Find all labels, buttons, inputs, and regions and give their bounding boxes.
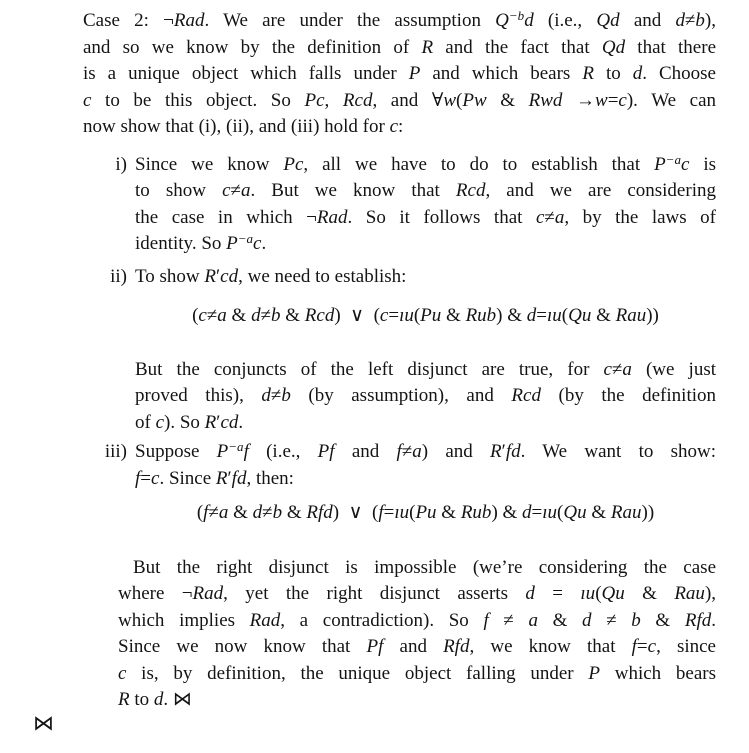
math-text: Rcd: [511, 385, 541, 406]
plain-text: ≠: [270, 385, 282, 406]
closing-paragraph: [118, 555, 716, 714]
proof-item-ii: [83, 264, 716, 437]
plain-text: &: [537, 609, 583, 631]
plain-text: ,: [324, 89, 343, 111]
plain-text: ′: [216, 411, 221, 433]
display-formula: [135, 303, 716, 330]
plain-text: now show that (i), (ii), and (iii) hold for: [83, 116, 390, 137]
math-text: Qd: [601, 36, 626, 58]
math-text: cd: [220, 265, 239, 287]
math-text: Pw: [462, 89, 487, 111]
text-line: [135, 205, 716, 232]
math-text: f: [631, 636, 637, 657]
math-text: c: [118, 662, 127, 684]
math-text: a: [412, 441, 422, 462]
plain-text: &: [280, 305, 305, 326]
text-line: [135, 466, 716, 493]
plain-text: ≠: [208, 502, 219, 523]
intro-paragraph: [83, 8, 716, 141]
math-text: P: [654, 153, 666, 175]
plain-text: &: [591, 305, 616, 326]
math-text: P: [226, 233, 238, 254]
plain-text: , then:: [246, 467, 294, 489]
plain-text: the case in which ¬: [135, 206, 317, 228]
plain-text: To show: [135, 265, 205, 287]
math-text: c: [253, 233, 262, 254]
plain-text: to show: [135, 180, 223, 201]
plain-text: )): [646, 305, 659, 326]
math-text: ıu: [394, 502, 410, 523]
math-text: R: [490, 441, 502, 462]
plain-text: =: [383, 502, 395, 523]
plain-text: ),: [704, 583, 716, 604]
math-text: c: [379, 305, 389, 326]
plain-text: and: [334, 441, 397, 462]
item-body: [135, 264, 716, 437]
text-line: [83, 88, 716, 115]
plain-text: But the right disjunct is impossible (we’re considering the case: [133, 556, 716, 578]
plain-text: =: [534, 583, 581, 604]
plain-text: . So it follows that: [347, 206, 536, 228]
plain-text: (by assumption), and: [290, 385, 512, 406]
plain-text: proved this),: [135, 385, 262, 406]
plain-text: ≠: [401, 441, 413, 462]
plain-text: . We are under the assumption: [204, 10, 496, 31]
plain-text: ≠: [230, 180, 241, 201]
plain-text: ≠: [684, 10, 696, 31]
plain-text: ) &: [491, 502, 523, 523]
math-text: fd: [505, 441, 521, 462]
text-line: [118, 661, 716, 688]
plain-text: &: [436, 502, 461, 523]
plain-text: . We want to show:: [520, 441, 716, 462]
plain-text: .: [711, 609, 716, 631]
math-text: Qd: [596, 10, 620, 31]
math-text: fd: [231, 467, 247, 489]
math-text: Rad: [173, 10, 205, 31]
superscript-text: −a: [665, 151, 681, 167]
plain-text: (: [456, 89, 463, 111]
math-text: Rcd: [304, 305, 335, 326]
plain-text: ). So: [164, 411, 205, 433]
math-text: Rad: [316, 206, 348, 228]
math-text: a: [528, 609, 538, 631]
math-text: Rub: [460, 502, 492, 523]
plain-text: &: [441, 305, 466, 326]
plain-text: .: [238, 411, 244, 433]
math-text: f: [203, 502, 209, 523]
plain-text: is, by definition, the unique object falling under: [126, 662, 589, 684]
plain-text: (: [557, 502, 564, 523]
plain-text: &: [640, 609, 685, 631]
text-line: [83, 114, 716, 141]
superscript-text: −b: [508, 8, 525, 23]
math-text: ıu: [580, 583, 596, 604]
math-text: f: [243, 441, 249, 462]
math-text: R: [204, 265, 217, 287]
plain-text: ≠: [591, 609, 632, 631]
plain-text: ≠: [206, 305, 218, 326]
plain-text: =: [536, 305, 547, 326]
plain-text: &: [586, 502, 611, 523]
math-text: c: [603, 358, 612, 380]
plain-text: . Since: [159, 467, 216, 489]
math-text: R: [582, 63, 594, 84]
text-line: [135, 178, 716, 205]
text-line: [135, 264, 716, 291]
math-text: f: [135, 467, 141, 489]
plain-text: (i.e.,: [533, 10, 597, 31]
math-text: Rcd: [455, 180, 486, 201]
proof-item-i: [83, 152, 716, 258]
plain-text: )): [641, 502, 655, 523]
text-line: [135, 152, 716, 179]
plain-text: ≠: [544, 206, 555, 228]
math-text: cd: [220, 411, 239, 433]
math-text: c: [680, 153, 690, 175]
plain-text: =: [531, 502, 543, 523]
plain-text: where ¬: [118, 583, 193, 604]
plain-text: and: [619, 10, 676, 31]
math-text: Rwd: [528, 89, 563, 111]
math-text: d: [522, 502, 532, 523]
plain-text: is a unique object which falls under: [83, 63, 409, 84]
math-text: w: [443, 89, 457, 111]
math-text: Rfd: [306, 502, 333, 523]
plain-text: =: [607, 89, 619, 111]
plain-text: :: [398, 116, 404, 137]
text-line: [118, 555, 716, 582]
math-text: Pc: [304, 89, 325, 111]
math-text: a: [217, 305, 227, 326]
math-text: Rau: [610, 502, 642, 523]
math-text: Qu: [568, 305, 592, 326]
text-line: [118, 608, 716, 635]
math-text: f: [483, 609, 489, 631]
plain-text: that there: [625, 36, 716, 58]
item-body: [118, 439, 716, 714]
plain-text: &: [226, 305, 252, 326]
math-text: a: [218, 502, 229, 523]
bowtie-mark: ⋈: [33, 711, 54, 735]
math-text: Pc: [283, 153, 304, 175]
plain-text: to: [129, 689, 154, 710]
math-text: Rau: [674, 583, 705, 604]
math-text: P: [216, 441, 229, 462]
plain-text: Since we know: [135, 153, 284, 175]
plain-text: and so we know by the definition of: [83, 36, 422, 58]
plain-text: ) and: [421, 441, 491, 462]
math-text: b: [281, 385, 291, 406]
math-text: b: [272, 502, 283, 523]
item-label: iii): [104, 441, 127, 462]
text-line: [83, 61, 716, 88]
plain-text: . Choose: [642, 63, 716, 84]
math-text: c: [389, 116, 399, 137]
math-text: c: [535, 206, 545, 228]
plain-text: and: [383, 636, 444, 657]
math-text: Qu: [563, 502, 587, 523]
plain-text: ). We can: [626, 89, 716, 111]
plain-text: ),: [704, 10, 716, 31]
math-text: R: [421, 36, 434, 58]
text-line: [135, 383, 716, 410]
math-text: R: [118, 689, 130, 710]
math-text: b: [695, 10, 705, 31]
math-text: Q: [495, 10, 509, 31]
math-text: Qu: [601, 583, 625, 604]
math-text: ıu: [399, 305, 414, 326]
math-text: d: [153, 689, 164, 710]
text-line: [135, 439, 716, 466]
plain-text: identity. So: [135, 233, 227, 254]
text-line: [83, 8, 716, 35]
math-text: c: [222, 180, 231, 201]
math-text: b: [271, 305, 281, 326]
proof-content: [83, 8, 716, 714]
text-line: [118, 687, 716, 714]
text-line: [135, 357, 716, 384]
plain-text: ) ∨ (: [334, 305, 380, 326]
plain-text: (: [192, 305, 199, 326]
plain-text: =: [636, 636, 648, 657]
plain-text: ) &: [496, 305, 527, 326]
text-block: [135, 439, 716, 492]
plain-text: →: [562, 89, 596, 111]
plain-text: ′: [501, 441, 506, 462]
math-text: Pf: [366, 636, 384, 657]
math-text: d: [675, 10, 685, 31]
plain-text: of: [135, 411, 156, 433]
math-text: Pf: [317, 441, 335, 462]
math-text: w: [595, 89, 608, 111]
math-text: P: [588, 662, 600, 684]
plain-text: ≠: [611, 358, 623, 380]
math-text: R: [204, 411, 217, 433]
text-block: [135, 264, 716, 291]
plain-text: . But we know that: [250, 180, 456, 201]
plain-text: ≠: [260, 305, 272, 326]
plain-text: (: [413, 305, 421, 326]
plain-text: (: [409, 502, 416, 523]
math-text: R: [215, 467, 228, 489]
math-text: d: [524, 10, 534, 31]
math-text: f: [396, 441, 402, 462]
math-text: Rfd: [684, 609, 712, 631]
plain-text: ≠: [262, 502, 273, 523]
display-formula: [135, 500, 716, 527]
plain-text: , all we have to do to establish that: [303, 153, 655, 175]
plain-text: Case 2: ¬: [83, 10, 174, 31]
plain-text: (we just: [631, 358, 716, 380]
math-text: ıu: [542, 502, 558, 523]
text-line: [135, 410, 716, 437]
superscript-text: −a: [237, 231, 254, 246]
item-body: [135, 152, 716, 258]
math-text: Rad: [192, 583, 224, 604]
math-text: d: [582, 609, 592, 631]
text-line: [135, 231, 716, 258]
math-text: f: [378, 502, 384, 523]
plain-text: ′: [227, 467, 232, 489]
plain-text: (: [595, 583, 602, 604]
math-text: d: [252, 502, 263, 523]
plain-text: ) ∨ (: [332, 502, 379, 523]
math-text: d: [251, 305, 261, 326]
math-text: c: [155, 411, 165, 433]
plain-text: which implies: [118, 609, 250, 631]
math-text: d: [632, 63, 643, 84]
plain-text: (i.e.,: [248, 441, 318, 462]
math-text: d: [261, 385, 271, 406]
math-text: Rfd: [443, 636, 470, 657]
plain-text: and the fact that: [433, 36, 602, 58]
plain-text: Suppose: [135, 441, 217, 462]
math-text: a: [240, 180, 251, 201]
plain-text: . ⋈: [163, 689, 192, 710]
plain-text: , a contradiction). So: [280, 609, 484, 631]
math-text: c: [618, 89, 627, 111]
text-block: [135, 152, 716, 258]
plain-text: &: [624, 583, 675, 604]
plain-text: which bears: [599, 662, 716, 684]
plain-text: , yet the right disjunct asserts: [223, 583, 526, 604]
plain-text: to be this object. So: [91, 89, 305, 111]
plain-text: ′: [216, 265, 221, 287]
plain-text: &: [282, 502, 307, 523]
math-text: b: [631, 609, 641, 631]
math-text: d: [526, 305, 537, 326]
math-text: c: [151, 467, 160, 489]
math-text: a: [622, 358, 632, 380]
text-line: [118, 634, 716, 661]
plain-text: &: [486, 89, 529, 111]
plain-text: ≠: [488, 609, 529, 631]
math-text: Rad: [249, 609, 281, 631]
math-text: d: [525, 583, 535, 604]
plain-text: , since: [656, 636, 716, 657]
item-label: ii): [110, 265, 127, 287]
plain-text: , by the laws of: [564, 206, 716, 228]
plain-text: (: [196, 502, 204, 523]
plain-text: .: [261, 233, 267, 254]
plain-text: But the conjuncts of the left disjunct are true, for: [135, 358, 604, 380]
plain-text: , and ∀: [372, 89, 444, 111]
math-text: ıu: [547, 305, 562, 326]
proof-item-iii: [83, 439, 716, 714]
text-line: [83, 35, 716, 62]
math-text: Rub: [465, 305, 497, 326]
math-text: a: [554, 206, 565, 228]
math-text: Rcd: [342, 89, 373, 111]
plain-text: and which bears: [420, 63, 583, 84]
math-text: c: [198, 305, 207, 326]
plain-text: , we need to establish:: [238, 265, 407, 287]
superscript-text: −a: [228, 439, 244, 454]
plain-text: is: [689, 153, 716, 175]
plain-text: , we know that: [469, 636, 632, 657]
plain-text: (: [561, 305, 569, 326]
plain-text: to: [593, 63, 633, 84]
plain-text: &: [228, 502, 253, 523]
math-text: Pu: [415, 502, 437, 523]
math-text: P: [408, 63, 421, 84]
text-block: [135, 357, 716, 437]
text-line: [118, 581, 716, 608]
plain-text: (by the definition: [540, 385, 716, 406]
math-text: Rau: [615, 305, 647, 326]
plain-text: Since we now know that: [118, 636, 367, 657]
plain-text: , and we are considering: [485, 180, 716, 201]
math-text: c: [83, 89, 92, 111]
plain-text: =: [388, 305, 400, 326]
math-text: Pu: [420, 305, 442, 326]
math-text: c: [647, 636, 657, 657]
plain-text: =: [140, 467, 151, 489]
item-label: i): [115, 153, 127, 175]
